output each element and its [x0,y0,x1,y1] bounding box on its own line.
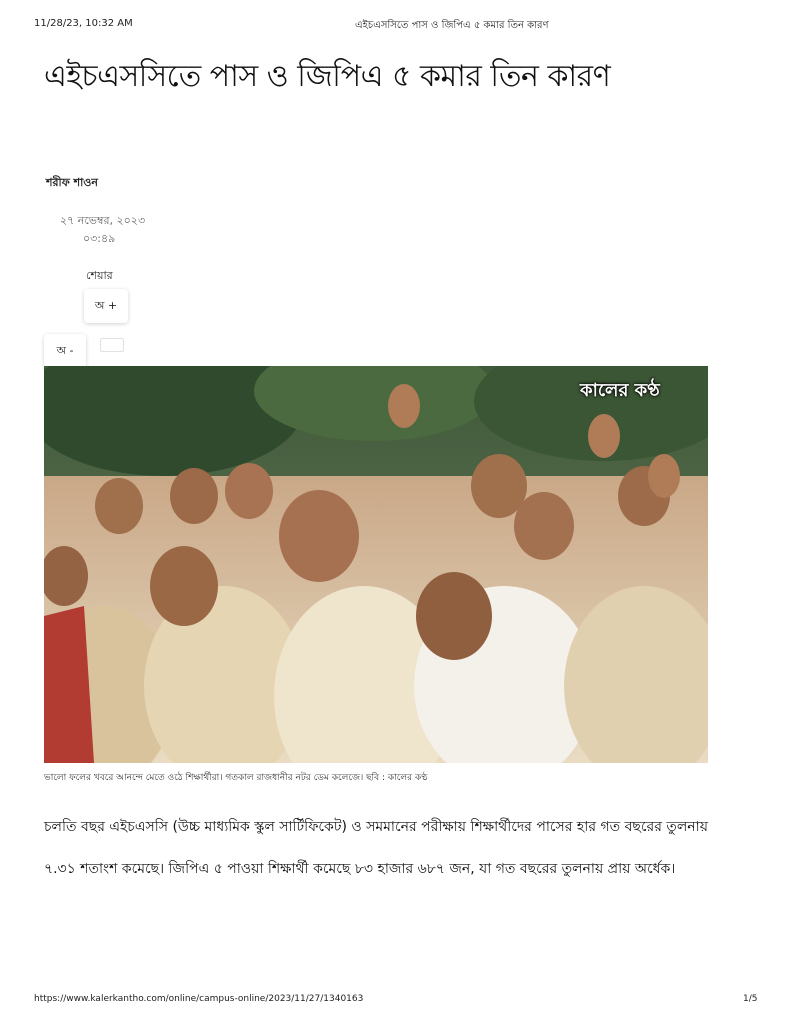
photo-watermark: কালের কণ্ঠ [580,380,660,401]
publish-date: ২৭ নভেম্বর, ২০২৩ [60,214,146,227]
print-datetime: 11/28/23, 10:32 AM [34,18,133,29]
publish-time: ০৩:৪৯ [83,232,116,245]
font-increase-button[interactable]: অ + [84,289,128,323]
author-name[interactable]: শরীফ শাওন [46,176,98,189]
print-page-number: 1/5 [743,994,758,1004]
share-button[interactable]: শেয়ার [86,269,113,282]
article-headline: এইচএসসিতে পাস ও জিপিএ ৫ কমার তিন কারণ [44,59,611,94]
photo-caption: ভালো ফলের খবরে আনন্দে মেতে ওঠে শিক্ষার্থীরা। গতকাল রাজধানীর নটর ডেম কলেজে। ছবি : কালের কণ্ঠ [44,773,428,783]
print-footer-url: https://www.kalerkantho.com/online/campus-online/2023/11/27/1340163 [34,994,364,1004]
article-photo [44,366,708,763]
font-reset-button[interactable] [100,338,124,352]
print-page-title: এইচএসসিতে পাস ও জিপিএ ৫ কমার তিন কারণ [355,20,549,31]
font-decrease-button[interactable]: অ - [44,334,86,368]
article-body: চলতি বছর এইচএসসি (উচ্চ মাধ্যমিক স্কুল সার্টিফিকেট) ও সমমানের পরীক্ষায় শিক্ষার্থীদের পাসের হার গত বছরের তুলনায় ৭.৩১ শতাংশ কমেছে। জিপিএ ৫ পাওয়া শিক্ষার্থী কমেছে ৮৩ হাজার ৬৮৭ জন, যা গত বছরের তুলনায় প্রায় অর্ধেক। [44,819,708,877]
